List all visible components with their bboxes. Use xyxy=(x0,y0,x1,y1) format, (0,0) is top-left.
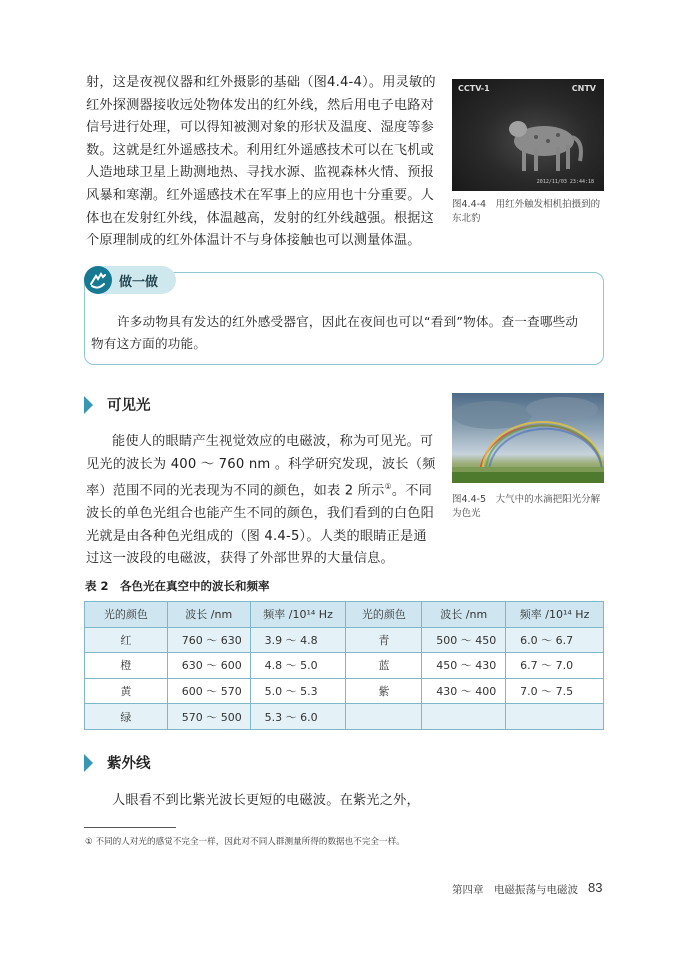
rainbow-illustration xyxy=(452,393,604,483)
intro-paragraph: 射，这是夜视仪器和红外摄影的基础（图4.4-4）。用灵敏的红外探测器接收远处物体发出的红外线，然后用电子电路对信号进行处理，可以得知被测对象的形状及温度、湿度等参数。这就是红外遥感技术。利用红外遥感技术可以在飞机或人造地球卫星上勘测地热、寻找水源、监视森林火情、预报风暴和寒潮。红外遥感技术在军事上的应用也十分重要。人体也在发射红外线，体温越高，发射的红外线越强。根据这个原理制成的红外体温计不与身体接触也可以测量体温。 xyxy=(86,75,436,249)
wavelength-frequency-table xyxy=(84,601,604,730)
section-marker-uv xyxy=(84,754,93,772)
table-cell: 7.0 ～ 7.5 xyxy=(506,678,604,704)
table-cell: 绿 xyxy=(85,704,168,730)
table-header-row xyxy=(85,602,604,628)
header-color: 光的颜色 xyxy=(346,602,422,628)
footnote: ① 不同的人对光的感觉不完全一样，因此对不同人群测量所得的数据也不完全一样。 xyxy=(85,837,405,847)
table-cell: 630 ～ 600 xyxy=(167,653,250,679)
header-frequency: 频率 /10¹⁴ Hz xyxy=(250,602,346,628)
table-row xyxy=(85,678,604,704)
camera-timestamp: 2012/11/03 23:44:18 xyxy=(536,179,594,185)
page-number: 83 xyxy=(588,880,603,895)
leopard-illustration xyxy=(452,79,604,191)
chapter-footer: 第四章 电磁振荡与电磁波 xyxy=(452,884,578,896)
table-cell xyxy=(506,704,604,730)
uv-paragraph: 人眼看不到比紫光波长更短的电磁波。在紫光之外， xyxy=(112,793,420,808)
table-cell: 450 ～ 430 xyxy=(422,653,506,679)
header-color: 光的颜色 xyxy=(85,602,168,628)
table-cell: 4.8 ～ 5.0 xyxy=(250,653,346,679)
visible-text-1: 能使人的眼睛产生视觉效应的电磁波，称为可见光。可见光的波长为 400 ～ 760 nm 。科学研究发现，波长（频率）范围不同的光表现为不同的颜色，如表 2 所示 xyxy=(86,434,436,499)
activity-title: 做一做 xyxy=(119,275,159,290)
table-cell: 430 ～ 400 xyxy=(422,678,506,704)
section-title-visible: 可见光 xyxy=(107,398,151,414)
rainbow-photo xyxy=(452,393,604,483)
table-cell xyxy=(346,704,422,730)
cctv-logo: CCTV-1 xyxy=(458,84,490,93)
figure-caption-rainbow: 图4.4-5 大气中的水滴把阳光分解为色光 xyxy=(452,494,601,519)
header-wavelength: 波长 /nm xyxy=(167,602,250,628)
hand-icon xyxy=(84,266,112,294)
cntv-logo: CNTV xyxy=(571,84,596,93)
leopard-night-photo xyxy=(452,79,604,191)
table-cell: 青 xyxy=(346,627,422,653)
table-cell: 紫 xyxy=(346,678,422,704)
table-cell: 3.9 ～ 4.8 xyxy=(250,627,346,653)
table-cell: 600 ～ 570 xyxy=(167,678,250,704)
visible-light-paragraph xyxy=(86,431,436,571)
table-cell: 黄 xyxy=(85,678,168,704)
table-caption: 表 2 各色光在真空中的波长和频率 xyxy=(85,579,270,593)
table-row xyxy=(85,704,604,730)
table-cell: 6.7 ～ 7.0 xyxy=(506,653,604,679)
table-cell: 5.0 ～ 5.3 xyxy=(250,678,346,704)
table-row xyxy=(85,653,604,679)
section-marker-visible xyxy=(84,396,93,414)
table-cell: 橙 xyxy=(85,653,168,679)
figure-caption-leopard: 图4.4-4 用红外触发相机拍摄到的东北豹 xyxy=(452,199,601,224)
footnote-marker: ① xyxy=(384,482,392,492)
table-cell: 570 ～ 500 xyxy=(167,704,250,730)
visible-text-2: 。不同波长的单色光组合也能产生不同的颜色，我们看到的白色阳光就是由各种色光组成的（图 4.4-5）。人类的眼睛正是通过这一波段的电磁波，获得了外部世界的大量信息。 xyxy=(86,483,435,567)
table-cell: 760 ～ 630 xyxy=(167,627,250,653)
table-cell: 6.0 ～ 6.7 xyxy=(506,627,604,653)
table-cell: 5.3 ～ 6.0 xyxy=(250,704,346,730)
section-title-uv: 紫外线 xyxy=(107,756,151,772)
table-cell: 蓝 xyxy=(346,653,422,679)
table-cell: 500 ～ 450 xyxy=(422,627,506,653)
activity-text: 许多动物具有发达的红外感受器官，因此在夜间也可以“看到”物体。查一查哪些动物有这方面的功能。 xyxy=(91,314,579,351)
header-frequency: 频率 /10¹⁴ Hz xyxy=(506,602,604,628)
header-wavelength: 波长 /nm xyxy=(422,602,506,628)
table-cell: 红 xyxy=(85,627,168,653)
footnote-divider xyxy=(84,827,176,828)
table-row xyxy=(85,627,604,653)
table-cell xyxy=(422,704,506,730)
